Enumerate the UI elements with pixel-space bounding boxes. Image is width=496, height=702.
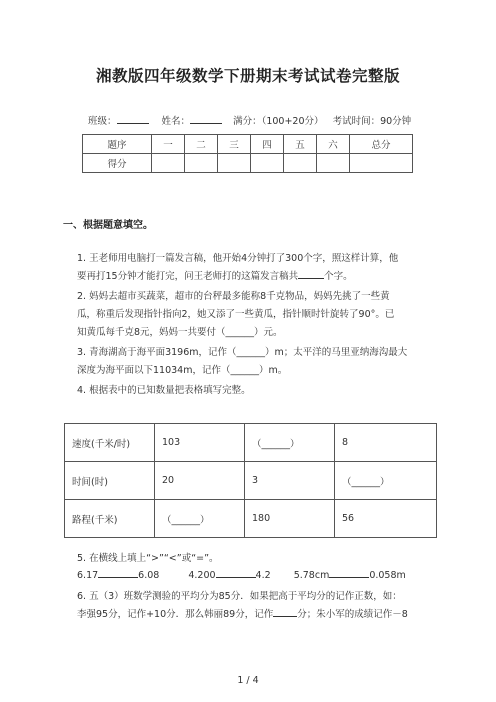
compare-blank	[98, 577, 138, 578]
class-label: 班级：	[88, 116, 117, 127]
compare-left: 4.200	[188, 570, 216, 581]
table-cell: 3	[245, 462, 335, 500]
compare-right: 4.2	[255, 570, 271, 581]
score-header-cell: 总分	[350, 135, 413, 154]
answer-blank	[273, 616, 297, 617]
score-header-cell: 一	[152, 135, 185, 154]
question-6-text-end: 分；朱小军的成绩记作－8	[297, 609, 408, 620]
question-5: 5. 在横线上填上“>”“<”或“=”。	[77, 553, 219, 564]
question-2-line-2: 瓜，称重后发现指针指向2，她又添了一些黄瓜，指针顺时针旋转了90°。已	[77, 309, 395, 320]
page-number: 1 / 4	[237, 675, 259, 686]
question-5-comparisons	[77, 570, 406, 581]
score-row-label: 得分	[83, 154, 152, 173]
table-cell: （______）	[335, 462, 437, 500]
name-blank	[190, 123, 222, 124]
score-cell	[350, 154, 413, 173]
question-3-line-2: 深度为海平面以下11034m，记作（______）m。	[77, 365, 288, 376]
speed-time-distance-table	[64, 423, 437, 538]
question-1-text-end: 个字。	[324, 271, 353, 282]
compare-left: 6.17	[77, 570, 99, 581]
score-header-cell: 六	[317, 135, 350, 154]
question-6-text: 李强95分，记作+10分．那么韩丽89分，记作	[77, 609, 274, 620]
score-cell	[251, 154, 284, 173]
question-1-text: 要再打15分钟才能打完，问王老师打的这篇发言稿共	[77, 271, 299, 282]
question-4: 4. 根据表中的已知数量把表格填写完整。	[77, 385, 251, 396]
table-cell: 103	[155, 424, 245, 462]
question-1-line-1: 1. 王老师用电脑打一篇发言稿，他开始4分钟打了300个字，照这样计算，他	[77, 253, 399, 264]
table-cell: 8	[335, 424, 437, 462]
question-3-line-1: 3. 青海湖高于海平面3196m，记作（______）m；太平洋的马里亚纳海沟最大	[77, 347, 408, 358]
compare-blank	[329, 577, 369, 578]
compare-left: 5.78cm	[293, 570, 330, 581]
table-row	[65, 462, 437, 500]
exam-time-label: 考试时间：90分钟	[332, 116, 412, 127]
table-cell: 180	[245, 500, 335, 538]
question-2-line-1: 2. 妈妈去超市买蔬菜，超市的台秤最多能称8千克物品，妈妈先挑了一些黄	[77, 291, 390, 302]
score-table	[82, 134, 413, 173]
table-cell: 路程(千米)	[65, 500, 155, 538]
table-cell: 速度(千米/时)	[65, 424, 155, 462]
table-cell: 时间(时)	[65, 462, 155, 500]
class-blank	[117, 123, 149, 124]
compare-right: 6.08	[138, 570, 160, 581]
section-1-title: 一、根据题意填空。	[63, 220, 153, 231]
table-cell: （______）	[245, 424, 335, 462]
answer-blank	[298, 278, 324, 279]
score-header-cell: 题序	[83, 135, 152, 154]
table-row	[65, 500, 437, 538]
table-cell: （______）	[155, 500, 245, 538]
compare-blank	[216, 577, 256, 578]
compare-right: 0.058m	[369, 570, 406, 581]
score-cell	[152, 154, 185, 173]
table-row	[65, 424, 437, 462]
full-score-label: 满分：（100+20分）	[233, 116, 324, 127]
score-cell	[218, 154, 251, 173]
table-cell: 20	[155, 462, 245, 500]
score-header-cell: 五	[284, 135, 317, 154]
name-label: 姓名：	[161, 116, 191, 127]
score-table-score-row	[83, 154, 413, 173]
score-header-cell: 三	[218, 135, 251, 154]
score-header-cell: 四	[251, 135, 284, 154]
score-cell	[317, 154, 350, 173]
exam-info	[88, 113, 411, 127]
question-6-line-2	[77, 606, 408, 620]
score-cell	[185, 154, 218, 173]
score-cell	[284, 154, 317, 173]
page-title: 湘教版四年级数学下册期末考试试卷完整版	[95, 67, 400, 85]
question-2-line-3: 知黄瓜每千克8元，妈妈一共要付（______）元。	[77, 327, 283, 338]
question-1-line-2	[77, 268, 353, 282]
table-cell: 56	[335, 500, 437, 538]
score-header-cell: 二	[185, 135, 218, 154]
question-6-line-1: 6. 五（3）班数学测验的平均分为85分．如果把高于平均分的记作正数，如：	[77, 591, 402, 602]
score-table-header-row	[83, 135, 413, 154]
